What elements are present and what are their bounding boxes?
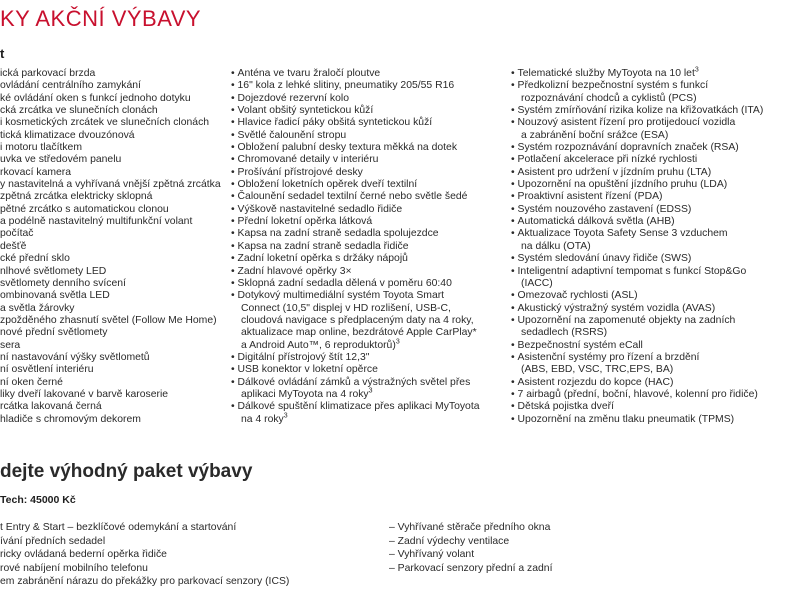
equipment-item-text: Světlé čalounění stropu [237, 129, 347, 141]
equipment-item [231, 315, 507, 327]
section-label: t [0, 46, 5, 61]
equipment-item [511, 241, 800, 253]
equipment-item [0, 401, 228, 413]
equipment-item-text: ická parkovací brzda [0, 68, 96, 79]
package-item: – Vyhřívané stěrače předního okna [389, 522, 551, 533]
equipment-column-2 [231, 68, 507, 426]
equipment-item-text: tická klimatizace dvouzónová [0, 129, 135, 141]
equipment-item [0, 80, 228, 92]
equipment-item-text: ké ovládání oken s funkcí jednoho dotyku [0, 92, 191, 104]
equipment-item-text: hladiče s chromovým dekorem [0, 413, 141, 425]
equipment-item [511, 389, 800, 401]
equipment-item [511, 303, 800, 315]
package-items-right [389, 521, 552, 575]
equipment-item [231, 303, 507, 315]
equipment-item [511, 167, 800, 179]
equipment-item [0, 179, 228, 191]
equipment-item [0, 216, 228, 228]
equipment-item [511, 179, 800, 191]
equipment-item [231, 241, 507, 253]
equipment-item-text: rkovací kamera [0, 166, 72, 178]
equipment-item-text: dešťě [0, 240, 27, 252]
equipment-item-text: Akustický výstražný systém vozidla (AVAS) [517, 302, 716, 314]
equipment-item-text: Digitální přístrojový štít 12,3" [237, 351, 370, 363]
equipment-item-text: Automatická dálková světla (AHB) [517, 216, 675, 228]
equipment-item-text: na dálku (OTA) [521, 240, 591, 252]
equipment-item-text: (ABS, EBD, VSC, TRC,EPS, BA) [521, 364, 674, 376]
equipment-item-text: liky dveří lakované v barvě karoserie [0, 388, 169, 400]
package-item: – Parkovací senzory přední a zadní [389, 562, 553, 574]
equipment-item-text: Upozornění na změnu tlaku pneumatik (TPMS) [517, 413, 735, 425]
equipment-item [0, 303, 228, 315]
equipment-item-text: Čalounění sedadel textilní černé nebo světle šedé [237, 191, 468, 203]
equipment-item [0, 154, 228, 166]
equipment-item-text: 7 airbagů (přední, boční, hlavové, kolenní pro řidiče) [517, 388, 758, 400]
equipment-item [231, 117, 507, 129]
equipment-item-text: nlhové světlomety LED [0, 265, 107, 277]
equipment-item [231, 154, 507, 166]
equipment-item-text: Dálkové ovládání zámků a výstražných světel přes [237, 376, 471, 388]
equipment-item-text: ombinovaná světla LED [0, 290, 110, 302]
equipment-item [0, 414, 228, 426]
equipment-item [511, 130, 800, 142]
equipment-item [511, 253, 800, 265]
equipment-item-text: Nouzový asistent řízení pro protijedoucí vozidla [517, 117, 736, 129]
equipment-item-text: ní oken černé [0, 376, 63, 388]
equipment-item [231, 80, 507, 92]
equipment-item-text: zpožděného zhasnutí světel (Follow Me Home) [0, 314, 217, 326]
equipment-item [0, 266, 228, 278]
package-items-left [0, 521, 289, 589]
equipment-item [0, 167, 228, 179]
equipment-item-text: cloudová navigace s předplaceným daty na 4 roky, [241, 314, 474, 326]
equipment-item-text: Proaktivní asistent řízení (PDA) [517, 191, 663, 203]
equipment-item-text: Systém rozpoznávání dopravních značek (RSA) [517, 142, 739, 154]
equipment-column-1 [0, 68, 228, 426]
equipment-item-text: Zadní loketní opěrka s držáky nápojů [237, 253, 408, 265]
equipment-item [0, 117, 228, 129]
equipment-item [0, 253, 228, 265]
equipment-item-text: i motoru tlačítkem [0, 142, 82, 154]
equipment-item [0, 93, 228, 105]
equipment-item [231, 167, 507, 179]
equipment-item [231, 204, 507, 216]
equipment-item [511, 93, 800, 105]
equipment-item [511, 80, 800, 92]
equipment-item-text: Asistent rozjezdu do kopce (HAC) [517, 376, 674, 388]
equipment-item-text: sera [0, 339, 21, 351]
page-title: KY AKČNÍ VÝBAVY [0, 6, 202, 31]
equipment-item-text: USB konektor v loketní opěrce [237, 364, 378, 376]
equipment-item [511, 340, 800, 352]
equipment-item [231, 253, 507, 265]
equipment-item-text: Bezpečnostní systém eCall [517, 339, 643, 351]
equipment-item-text: a Android Auto™, 6 reproduktorů) [241, 339, 396, 351]
package-name-price: Tech: 45000 Kč [0, 494, 76, 506]
footnote-marker: 3 [368, 387, 373, 395]
equipment-item [511, 266, 800, 278]
package-heading: dejte výhodný paket výbavy [0, 461, 253, 482]
equipment-item-text: zpětná zrcátka elektricky sklopná [0, 191, 153, 203]
equipment-item [231, 130, 507, 142]
equipment-item-text: Hlavice řadicí páky obšitá syntetickou kůží [237, 117, 433, 129]
equipment-item [231, 191, 507, 203]
footnote-marker: 3 [694, 66, 699, 74]
equipment-item [511, 117, 800, 129]
equipment-item-text: Prošívání přístrojové desky [237, 166, 363, 178]
equipment-item-text: rcátka lakovaná černá [0, 401, 102, 413]
equipment-item-text: Chromované detaily v interiéru [237, 154, 379, 166]
equipment-item-text: cké přední sklo [0, 253, 70, 265]
equipment-item-text: Upozornění na zapomenuté objekty na zadních [517, 314, 736, 326]
equipment-item-text: ovládání centrálního zamykání [0, 80, 141, 92]
equipment-item [0, 130, 228, 142]
equipment-item [0, 315, 228, 327]
equipment-item [231, 179, 507, 191]
equipment-item [231, 228, 507, 240]
equipment-item-text: uvka ve středovém panelu [0, 154, 122, 166]
equipment-item-text: Dotykový multimediální systém Toyota Smart [237, 290, 445, 302]
equipment-item [511, 315, 800, 327]
equipment-item-text: a světla žárovky [0, 302, 75, 314]
equipment-item-text: a podélně nastavitelný multifunkční volant [0, 216, 193, 228]
equipment-item-text: světlomety denního svícení [0, 277, 126, 289]
equipment-item [231, 414, 507, 426]
equipment-item-text: pětné zrcátko s automatickou clonou [0, 203, 169, 215]
equipment-item [0, 340, 228, 352]
package-item: – Vyhřívaný volant [389, 549, 475, 561]
equipment-item-text: Connect (10,5" displej v HD rozlišení, USB-C, [241, 302, 451, 314]
equipment-item-text: Asistenční systémy pro řízení a brzdění [517, 351, 700, 363]
equipment-item [231, 290, 507, 302]
equipment-item-text: y nastavitelná a vyhřívaná vnější zpětná zrcátka [0, 179, 221, 191]
equipment-item [0, 228, 228, 240]
footnote-marker: 3 [283, 412, 288, 420]
equipment-item [0, 364, 228, 376]
equipment-item-text: 16" kola z lehké slitiny, pneumatiky 205/55 R16 [237, 80, 455, 92]
equipment-item-text: (IACC) [521, 277, 553, 289]
equipment-item [231, 266, 507, 278]
equipment-item-text: Telematické služby MyToyota na 10 let [517, 68, 695, 79]
equipment-item [511, 216, 800, 228]
equipment-item [0, 68, 228, 80]
equipment-item [0, 241, 228, 253]
equipment-item-text: Zadní hlavové opěrky 3× [237, 265, 352, 277]
equipment-item [0, 377, 228, 389]
equipment-item-text: Přední loketní opěrka látková [237, 216, 373, 228]
equipment-item-text: Obložení palubní desky textura měkká na dotek [237, 142, 458, 154]
equipment-item [511, 290, 800, 302]
equipment-item [0, 327, 228, 339]
equipment-item [511, 377, 800, 389]
equipment-item [231, 68, 507, 80]
equipment-item-text: Sklopná zadní sedadla dělená v poměru 60:40 [237, 277, 452, 289]
equipment-item-text: i kosmetických zrcátek ve slunečních clonách [0, 117, 210, 129]
equipment-item-text: Kapsa na zadní straně sedadla řidiče [237, 240, 409, 252]
footnote-marker: 3 [395, 338, 400, 346]
equipment-item [231, 327, 507, 339]
equipment-item-text: aplikaci MyToyota na 4 roky [241, 388, 369, 400]
equipment-item [511, 364, 800, 376]
equipment-item-text: sedadlech (RSRS) [521, 327, 608, 339]
equipment-item [511, 204, 800, 216]
equipment-item-text: Dojezdové rezervní kolo [237, 92, 349, 104]
equipment-item [231, 364, 507, 376]
equipment-item-text: Inteligentní adaptivní tempomat s funkcí Stop&Go [517, 265, 747, 277]
equipment-item [0, 352, 228, 364]
package-item: em zabránění nárazu do překážky pro parkovací senzory (ICS) [0, 576, 290, 588]
equipment-item-text: aktualizace map online, bezdrátové Apple CarPlay* [241, 327, 477, 339]
equipment-item-text: Omezovač rychlosti (ASL) [517, 290, 638, 302]
package-item: ricky ovládaná bederní opěrka řidiče [0, 549, 167, 561]
equipment-item-text: Aktualizace Toyota Safety Sense 3 vzduchem [517, 228, 728, 240]
equipment-item-text: ní osvětlení interiéru [0, 364, 94, 376]
equipment-item [231, 216, 507, 228]
equipment-item [511, 105, 800, 117]
equipment-item-text: Obložení loketních opěrek dveří textilní [237, 179, 418, 191]
equipment-item [231, 142, 507, 154]
equipment-item [0, 191, 228, 203]
equipment-item [231, 340, 507, 352]
equipment-item-text: počítač [0, 228, 34, 240]
equipment-item-text: nové přední světlomety [0, 327, 108, 339]
equipment-item-text: a zabránění boční srážce (ESA) [521, 129, 669, 141]
equipment-item-text: Dětská pojistka dveří [517, 401, 614, 413]
equipment-item-text: Dálkové spuštění klimatizace přes aplikaci MyToyota [237, 401, 480, 413]
equipment-item-text: Výškově nastavitelné sedadlo řidiče [237, 203, 403, 215]
equipment-item [0, 290, 228, 302]
equipment-item [0, 278, 228, 290]
equipment-item-text: Systém zmírňování rizika kolize na křižovatkách (ITA) [517, 105, 764, 117]
equipment-item-text: na 4 roky [241, 413, 284, 425]
equipment-item [511, 278, 800, 290]
equipment-item [0, 389, 228, 401]
equipment-item-text: cká zrcátka ve slunečních clonách [0, 105, 158, 117]
equipment-item [231, 401, 507, 413]
equipment-item [511, 228, 800, 240]
equipment-item [0, 204, 228, 216]
equipment-item [511, 154, 800, 166]
equipment-item-text: Volant obšitý syntetickou kůží [237, 105, 374, 117]
equipment-item-text: Systém sledování únavy řidiče (SWS) [517, 253, 692, 265]
equipment-item [511, 68, 800, 80]
equipment-item [511, 327, 800, 339]
equipment-item [231, 352, 507, 364]
equipment-item-text: Potlačení akcelerace při nízké rychlosti [517, 154, 698, 166]
equipment-item-text: Kapsa na zadní straně sedadla spolujezdce [237, 228, 439, 240]
package-item: t Entry & Start – bezklíčové odemykání a startování [0, 522, 237, 533]
equipment-item [511, 352, 800, 364]
equipment-item-text: ní nastavování výšky světlometů [0, 351, 150, 363]
equipment-item [231, 278, 507, 290]
package-item: ívání předních sedadel [0, 535, 106, 547]
equipment-item [511, 414, 800, 426]
package-item: rové nabíjení mobilního telefonu [0, 562, 148, 574]
equipment-item-text: Předkolizní bezpečnostní systém s funkcí [517, 80, 709, 92]
equipment-column-3 [511, 68, 800, 426]
equipment-item-text: Upozornění na opuštění jízdního pruhu (LDA) [517, 179, 728, 191]
equipment-item [511, 142, 800, 154]
equipment-item-text: Anténa ve tvaru žraločí ploutve [237, 68, 381, 79]
package-item: – Zadní výdechy ventilace [389, 535, 510, 547]
equipment-item [231, 389, 507, 401]
equipment-item-text: rozpoznávání chodců a cyklistů (PCS) [521, 92, 697, 104]
equipment-item [0, 142, 228, 154]
equipment-item [511, 191, 800, 203]
equipment-item [0, 105, 228, 117]
equipment-item [511, 401, 800, 413]
equipment-item [231, 105, 507, 117]
equipment-item-text: Asistent pro udržení v jízdním pruhu (LTA) [517, 166, 712, 178]
equipment-item [231, 93, 507, 105]
equipment-item-text: Systém nouzového zastavení (EDSS) [517, 203, 692, 215]
